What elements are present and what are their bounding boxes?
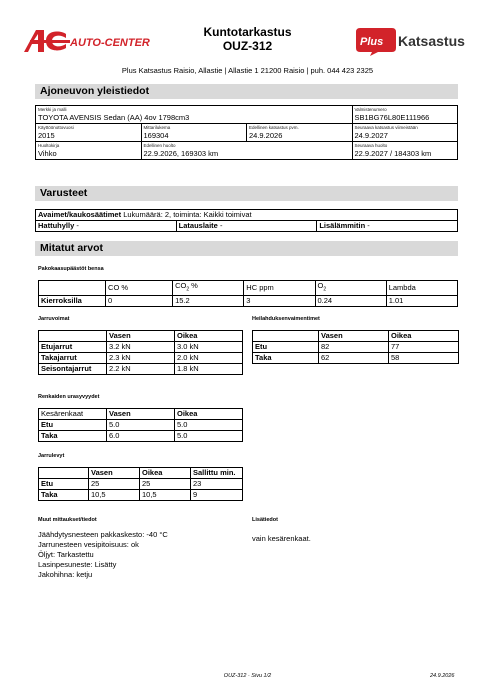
brakes-title: Jarruvoimat <box>38 316 70 322</box>
table-row: Etu 82 77 <box>253 342 459 353</box>
charger-cell: Latauslaite - <box>176 221 317 232</box>
section-measurements-title: Mitatut arvot <box>35 241 458 256</box>
general-row-2 <box>36 124 458 142</box>
general-row-3 <box>36 142 458 160</box>
shocks-table: Vasen Oikea Etu 82 77 Taka 62 58 <box>252 330 459 364</box>
list-item: Jakohihna: ketju <box>38 570 93 579</box>
plus-katsastus-logo-icon <box>354 26 474 56</box>
header-cell: $CO_2$ % <box>173 281 244 296</box>
header-cell: CO % <box>106 281 173 296</box>
tires-title: Renkaiden urasyvyydet <box>38 394 100 400</box>
info-cell: Edellinen huolto 22.9.2026, 169303 km <box>141 142 352 160</box>
equipment-table <box>35 209 458 232</box>
section-general-title: Ajoneuvon yleistiedot <box>35 84 458 99</box>
svg-text:Plus: Plus <box>360 36 384 48</box>
table-row: Etu 5.0 5.0 <box>39 420 243 431</box>
table-row: Taka 62 58 <box>253 353 459 364</box>
heater-cell: Lisälämmitin - <box>317 221 458 232</box>
page-title: Kuntotarkastus <box>203 25 292 39</box>
table-row: Taka 6.0 5.0 <box>39 431 243 442</box>
list-item: Jäähdytysnesteen pakkaskesto: -40 °C <box>38 530 168 539</box>
svg-text:AUTO-CENTER: AUTO-CENTER <box>70 37 150 49</box>
table-row: Etu 25 25 23 <box>39 479 243 490</box>
table-row: Takajarrut 2.3 kN 2.0 kN <box>39 353 243 364</box>
info-cell: Merkki ja malli TOYOTA AVENSIS Sedan (AA) 4ov 1798cm3 <box>36 106 353 124</box>
header-cell: $O_2$ <box>315 281 386 296</box>
address-line: Plus Katsastus Raisio, Allastie | Allastie 1 21200 Raisio | puh. 044 423 2325 <box>121 66 374 75</box>
info-cell: Edellinen katsastus pvm. 24.9.2026 <box>247 124 353 142</box>
discs-title: Jarrulevyt <box>38 453 65 459</box>
header-cell: HC ppm <box>244 281 315 296</box>
info-cell: Mittarilukema 169304 <box>141 124 247 142</box>
other-list <box>38 530 248 580</box>
discs-table: Vasen Oikea Sallittu min. Etu 25 25 23 Taka 10,5 10,5 9 <box>38 467 243 501</box>
section-equipment-title: Varusteet <box>35 186 458 201</box>
general-row-1 <box>36 106 458 124</box>
plate-number: OUZ-312 <box>222 39 273 53</box>
footer-page: OUZ-312 · Sivu 1/2 <box>223 673 272 679</box>
other-title: Muut mittaukset/tiedot <box>38 517 97 523</box>
exhaust-values-row: Kierroksilla 0 15.2 3 0.24 1.01 <box>39 295 458 306</box>
exhaust-title: Pakokaasupäästöt bensa <box>38 266 104 272</box>
info-cell: Seuraava katsastus viimeistään 24.9.2027 <box>352 124 458 142</box>
info-cell: Huoltokirja Vihko <box>36 142 142 160</box>
list-item: Lasinpesuneste: Lisätty <box>38 560 117 569</box>
list-item: Öljyt: Tarkastettu <box>38 550 94 559</box>
brakes-table: Vasen Oikea Etujarrut 3.2 kN 3.0 kN Takajarrut 2.3 kN 2.0 kN Seisontajarrut 2.2 kN 1.8 kN <box>38 330 243 375</box>
info-cell: Käyttöönottovuosi 2015 <box>36 124 142 142</box>
footer-date: 24.9.2026 <box>430 673 455 679</box>
table-row: Seisontajarrut 2.2 kN 1.8 kN <box>39 364 243 375</box>
exhaust-table <box>38 280 458 307</box>
tires-table: Kesärenkaat Vasen Oikea Etu 5.0 5.0 Taka 6.0 5.0 <box>38 408 243 442</box>
general-info-table <box>35 105 458 160</box>
svg-text:Katsastus: Katsastus <box>398 33 465 49</box>
table-row: Taka 10,5 10,5 9 <box>39 490 243 501</box>
info-cell: Valmistenumero SB1BG76L80E111966 <box>352 106 458 124</box>
keys-cell: Avaimet/kaukosäätimet Lukumäärä: 2, toiminta: Kaikki toimivat <box>36 210 458 221</box>
extra-text: vain kesärenkaat. <box>252 534 311 543</box>
exhaust-header-row <box>39 281 458 296</box>
shocks-title: Heilahduksenvaimentimet <box>252 316 320 322</box>
plus-katsastus-logo <box>354 26 474 56</box>
extra-title: Lisätiedot <box>252 517 278 523</box>
table-row: Etujarrut 3.2 kN 3.0 kN <box>39 342 243 353</box>
hat-shelf-cell: Hattuhylly - <box>36 221 177 232</box>
info-cell: Seuraava huolto 22.9.2027 / 184303 km <box>352 142 458 160</box>
header-cell: Lambda <box>386 281 457 296</box>
list-item: Jarrunesteen vesipitoisuus: ok <box>38 540 139 549</box>
